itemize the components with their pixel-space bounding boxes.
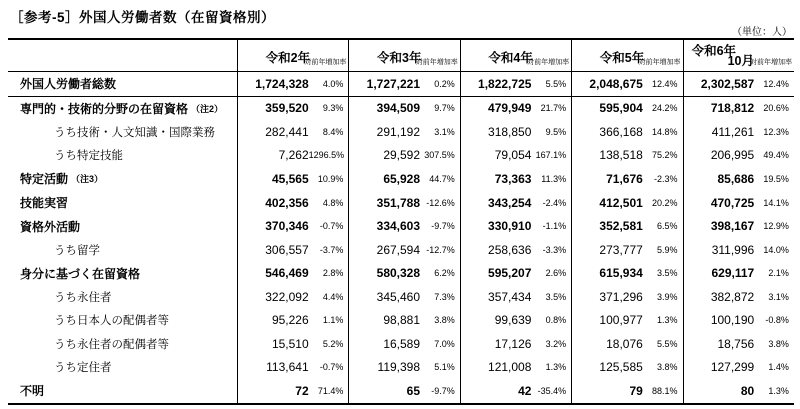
yoy-rate-value: 1.3% (545, 362, 567, 373)
table-row (8, 308, 794, 332)
yoy-rate-value: 9.7% (434, 103, 455, 114)
worker-count: 98,881 (383, 313, 421, 328)
value-cell (237, 332, 348, 356)
worker-count: 100,190 (710, 313, 755, 328)
yoy-rate-value: 12.4% (763, 78, 789, 89)
yoy-rate-value: -0.7% (319, 221, 344, 232)
value-cell (571, 261, 682, 285)
yoy-rate-value: 1.4% (768, 362, 789, 373)
row-label (8, 356, 237, 380)
yoy-rate-value: 1296.5% (308, 150, 345, 161)
table-row (8, 191, 794, 215)
yoy-rate-value: 2.1% (768, 268, 789, 279)
column-year-label: 令和6年 (691, 44, 737, 58)
row-label-text: うち特定技能 (54, 150, 123, 163)
column-year-label: 令和2年 (265, 51, 311, 65)
worker-count: 1,727,221 (366, 76, 421, 91)
row-label-text: 専門的・技術的分野の在留資格 (20, 101, 189, 116)
worker-count: 595,904 (599, 101, 643, 116)
yoy-rate-value: 3.1% (768, 291, 789, 302)
value-cell (460, 191, 571, 215)
row-label (8, 72, 237, 96)
value-cell (460, 238, 571, 262)
yoy-rate-value: 20.2% (652, 197, 678, 208)
value-cell (571, 167, 682, 191)
worker-count: 100,977 (599, 313, 643, 328)
row-label-text: うち永住者の配偶者等 (54, 338, 169, 351)
worker-count: 306,557 (265, 242, 309, 257)
worker-count: 398,167 (710, 219, 755, 234)
value-cell (571, 356, 682, 380)
table-row (8, 379, 794, 403)
yoy-rate-value: 5.1% (434, 362, 455, 373)
yoy-rate-value: 2.6% (545, 268, 567, 279)
worker-count: 7,262 (278, 148, 309, 163)
worker-count: 629,117 (711, 266, 755, 281)
value-cell (683, 144, 794, 168)
worker-count: 16,589 (383, 336, 421, 351)
row-label (8, 144, 237, 168)
yoy-rate-label: 対前年増加率 (527, 59, 570, 66)
table-row (8, 144, 794, 168)
value-cell (348, 356, 459, 380)
value-cell (571, 72, 682, 96)
value-cell (571, 285, 682, 309)
row-label (8, 120, 237, 144)
value-cell (348, 379, 459, 403)
value-cell (237, 379, 348, 403)
row-label-header (8, 40, 237, 71)
worker-count: 1,724,328 (255, 76, 309, 91)
yoy-rate-value: 1.3% (657, 315, 678, 326)
worker-count: 65 (406, 383, 421, 398)
worker-count: 119,398 (377, 360, 421, 375)
row-label-text: 特定活動 (20, 172, 69, 187)
worker-count: 42 (518, 383, 532, 398)
yoy-rate-value: 21.7% (540, 103, 567, 114)
value-cell (460, 144, 571, 168)
yoy-rate-value: 3.2% (545, 338, 567, 349)
column-header (348, 40, 459, 71)
yoy-rate-value: 2.8% (322, 268, 344, 279)
table-row (8, 285, 794, 309)
yoy-rate-value: 5.2% (322, 338, 344, 349)
value-cell (683, 191, 794, 215)
yoy-rate-value: 307.5% (424, 150, 455, 161)
table-row (8, 356, 794, 380)
worker-count: 282,441 (265, 124, 309, 139)
yoy-rate-value: 12.3% (763, 126, 789, 137)
value-cell (348, 285, 459, 309)
value-cell (237, 144, 348, 168)
yoy-rate-value: 6.5% (657, 221, 678, 232)
worker-count: 291,192 (376, 124, 421, 139)
yoy-rate-value: 12.4% (652, 78, 678, 89)
worker-count: 65,928 (383, 171, 421, 186)
yoy-rate-value: 24.2% (652, 103, 678, 114)
yoy-rate-value: 3.1% (434, 126, 455, 137)
yoy-rate-value: -3.3% (542, 244, 567, 255)
yoy-rate-value: -12.6% (426, 197, 455, 208)
column-year-label: 令和3年 (377, 51, 422, 65)
worker-count: 18,756 (717, 336, 755, 351)
yoy-rate-value: 71.4% (317, 385, 344, 396)
worker-count: 318,850 (488, 124, 532, 139)
value-cell (237, 167, 348, 191)
value-cell (683, 238, 794, 262)
value-cell (237, 261, 348, 285)
value-cell (460, 356, 571, 380)
row-label (8, 191, 237, 215)
table-row (8, 332, 794, 356)
yoy-rate-value: 19.5% (763, 173, 789, 184)
value-cell (348, 72, 459, 96)
value-cell (237, 285, 348, 309)
yoy-rate-value: 44.7% (429, 173, 455, 184)
worker-count: 95,226 (271, 313, 309, 328)
table-row (8, 120, 794, 144)
table-row (8, 167, 794, 191)
column-header (460, 40, 571, 71)
yoy-rate-value: 14.1% (763, 197, 789, 208)
value-cell (237, 72, 348, 96)
worker-count: 267,594 (376, 242, 421, 257)
yoy-rate-value: 6.2% (434, 268, 455, 279)
worker-count: 366,168 (599, 124, 643, 139)
value-cell (683, 332, 794, 356)
row-label (8, 332, 237, 356)
value-cell (460, 261, 571, 285)
value-cell (237, 191, 348, 215)
column-header (237, 40, 348, 71)
value-cell (571, 238, 682, 262)
yoy-rate-value: 12.9% (763, 221, 789, 232)
worker-count: 311,996 (711, 242, 755, 257)
yoy-rate-value: 14.8% (652, 126, 678, 137)
yoy-rate-value: 4.0% (322, 78, 344, 89)
value-cell (348, 97, 459, 121)
worker-count: 357,434 (488, 289, 532, 304)
yoy-rate-value: 9.5% (545, 126, 567, 137)
yoy-rate-value: -35.4% (537, 385, 567, 396)
column-year-label: 令和4年 (488, 51, 533, 65)
worker-count: 18,076 (606, 336, 643, 351)
value-cell (571, 120, 682, 144)
value-cell (683, 97, 794, 121)
value-cell (237, 238, 348, 262)
value-cell (348, 120, 459, 144)
value-cell (460, 214, 571, 238)
yoy-rate-value: -2.4% (542, 197, 567, 208)
value-cell (348, 332, 459, 356)
row-label-text: うち永住者 (54, 291, 112, 304)
table-body (8, 72, 794, 403)
value-cell (348, 261, 459, 285)
worker-count: 125,585 (599, 360, 643, 375)
yoy-rate-value: 88.1% (652, 385, 678, 396)
value-cell (460, 167, 571, 191)
yoy-rate-value: 75.2% (652, 150, 678, 161)
worker-count: 382,872 (710, 289, 755, 304)
yoy-rate-value: -3.7% (319, 244, 344, 255)
yoy-rate-value: 1.3% (768, 385, 789, 396)
yoy-rate-value: -2.3% (654, 173, 678, 184)
value-cell (571, 379, 682, 403)
row-note: （注3） (71, 174, 104, 185)
yoy-rate-value: 3.5% (545, 291, 567, 302)
worker-count: 79 (629, 383, 643, 398)
worker-count: 273,777 (599, 242, 643, 257)
worker-count: 206,995 (710, 148, 755, 163)
row-label (8, 308, 237, 332)
value-cell (683, 72, 794, 96)
worker-count: 73,363 (494, 171, 532, 186)
value-cell (348, 191, 459, 215)
yoy-rate-value: 7.0% (434, 338, 455, 349)
worker-count: 546,469 (265, 266, 309, 281)
table-row (8, 238, 794, 262)
yoy-rate-value: 5.9% (657, 244, 678, 255)
worker-count: 121,008 (488, 360, 532, 375)
column-header (683, 40, 794, 71)
yoy-rate-value: 10.9% (317, 173, 344, 184)
row-label (8, 261, 237, 285)
worker-count: 138,518 (599, 148, 643, 163)
row-label (8, 238, 237, 262)
foreign-workers-table (8, 38, 794, 405)
yoy-rate-label: 対前年増加率 (415, 59, 458, 66)
worker-count: 334,603 (376, 219, 421, 234)
worker-count: 15,510 (271, 336, 309, 351)
yoy-rate-value: -0.7% (319, 362, 344, 373)
yoy-rate-value: 20.6% (763, 103, 789, 114)
worker-count: 343,254 (488, 195, 532, 210)
yoy-rate-value: 1.1% (322, 315, 344, 326)
worker-count: 345,460 (376, 289, 421, 304)
worker-count: 2,302,587 (700, 76, 755, 91)
worker-count: 72 (295, 383, 309, 398)
yoy-rate-value: -0.8% (765, 315, 789, 326)
table-row (8, 72, 794, 97)
yoy-rate-value: 0.2% (434, 78, 455, 89)
row-label (8, 285, 237, 309)
worker-count: 85,686 (717, 171, 755, 186)
value-cell (683, 356, 794, 380)
worker-count: 402,356 (265, 195, 309, 210)
yoy-rate-value: 167.1% (535, 150, 567, 161)
value-cell (237, 214, 348, 238)
table-row (8, 214, 794, 238)
worker-count: 79,054 (494, 148, 532, 163)
row-label (8, 167, 237, 191)
yoy-rate-label: 対前年増加率 (304, 59, 347, 66)
yoy-rate-value: 4.8% (322, 197, 344, 208)
value-cell (460, 97, 571, 121)
value-cell (571, 332, 682, 356)
worker-count: 29,592 (383, 148, 421, 163)
value-cell (348, 144, 459, 168)
column-month-label: 10月 (727, 54, 754, 68)
value-cell (460, 285, 571, 309)
yoy-rate-value: 5.5% (657, 338, 678, 349)
worker-count: 479,949 (488, 101, 532, 116)
worker-count: 370,346 (265, 219, 309, 234)
row-label-text: 外国人労働者総数 (20, 77, 117, 92)
worker-count: 113,641 (266, 360, 309, 375)
value-cell (460, 308, 571, 332)
worker-count: 2,048,675 (589, 76, 643, 91)
row-note: （注2） (191, 103, 224, 114)
value-cell (460, 72, 571, 96)
table-row (8, 261, 794, 285)
worker-count: 351,788 (376, 195, 421, 210)
worker-count: 394,509 (376, 101, 421, 116)
yoy-rate-value: 7.3% (434, 291, 455, 302)
value-cell (348, 308, 459, 332)
yoy-rate-label: 対前年増加率 (749, 59, 792, 66)
yoy-rate-label: 対前年増加率 (638, 59, 681, 66)
value-cell (348, 167, 459, 191)
column-year-label: 令和5年 (599, 51, 645, 65)
yoy-rate-value: 49.4% (763, 150, 789, 161)
yoy-rate-value: 3.8% (657, 362, 678, 373)
value-cell (460, 120, 571, 144)
worker-count: 595,207 (488, 266, 532, 281)
page-title: ［参考-5］外国人労働者数（在留資格別） (10, 10, 276, 25)
worker-count: 71,676 (606, 171, 643, 186)
value-cell (571, 214, 682, 238)
yoy-rate-value: -9.7% (431, 221, 455, 232)
value-cell (683, 120, 794, 144)
yoy-rate-value: 14.0% (763, 244, 789, 255)
worker-count: 718,812 (710, 101, 755, 116)
worker-count: 127,299 (710, 360, 755, 375)
yoy-rate-value: -1.1% (542, 221, 567, 232)
yoy-rate-value: 0.8% (545, 315, 567, 326)
value-cell (237, 97, 348, 121)
row-label-text: 不明 (20, 384, 45, 399)
yoy-rate-value: 3.9% (657, 291, 678, 302)
row-label (8, 379, 237, 403)
unit-note: （単位：人） (732, 27, 792, 38)
worker-count: 80 (740, 383, 755, 398)
worker-count: 258,636 (488, 242, 532, 257)
row-label-text: 資格外活動 (20, 219, 81, 234)
value-cell (683, 167, 794, 191)
value-cell (683, 379, 794, 403)
yoy-rate-value: 3.8% (768, 338, 789, 349)
row-label-text: うち技術・人文知識・国際業務 (54, 126, 215, 139)
worker-count: 99,639 (494, 313, 532, 328)
row-label-text: うち定住者 (54, 362, 112, 375)
yoy-rate-value: -9.7% (431, 385, 455, 396)
yoy-rate-value: 9.3% (322, 103, 344, 114)
worker-count: 322,092 (265, 289, 309, 304)
column-header (571, 40, 682, 71)
yoy-rate-value: 4.4% (322, 291, 344, 302)
yoy-rate-value: 11.3% (541, 173, 567, 184)
worker-count: 359,520 (265, 101, 309, 116)
row-label-text: うち日本人の配偶者等 (54, 315, 169, 328)
worker-count: 411,261 (711, 124, 755, 139)
row-label-text: 身分に基づく在留資格 (20, 266, 141, 281)
value-cell (683, 261, 794, 285)
value-cell (683, 214, 794, 238)
value-cell (683, 308, 794, 332)
worker-count: 615,934 (599, 266, 643, 281)
table-header-row (8, 40, 794, 72)
value-cell (348, 214, 459, 238)
yoy-rate-value: -12.7% (426, 244, 455, 255)
yoy-rate-value: 3.5% (657, 268, 678, 279)
worker-count: 330,910 (488, 219, 532, 234)
value-cell (460, 332, 571, 356)
row-label (8, 214, 237, 238)
value-cell (571, 144, 682, 168)
worker-count: 17,126 (494, 336, 532, 351)
yoy-rate-value: 3.8% (434, 315, 455, 326)
value-cell (237, 356, 348, 380)
value-cell (571, 191, 682, 215)
value-cell (683, 285, 794, 309)
worker-count: 580,328 (376, 266, 421, 281)
value-cell (237, 308, 348, 332)
yoy-rate-value: 5.5% (545, 78, 567, 89)
worker-count: 470,725 (710, 195, 755, 210)
table-row (8, 97, 794, 121)
worker-count: 412,501 (599, 195, 643, 210)
row-label-text: うち留学 (54, 244, 100, 257)
value-cell (571, 308, 682, 332)
row-label (8, 97, 237, 121)
row-label-text: 技能実習 (20, 196, 69, 210)
value-cell (571, 97, 682, 121)
value-cell (237, 120, 348, 144)
worker-count: 1,822,725 (478, 76, 532, 91)
value-cell (348, 238, 459, 262)
worker-count: 371,296 (599, 289, 643, 304)
worker-count: 352,581 (599, 219, 643, 234)
value-cell (460, 379, 571, 403)
yoy-rate-value: 8.4% (322, 126, 344, 137)
worker-count: 45,565 (271, 171, 309, 186)
